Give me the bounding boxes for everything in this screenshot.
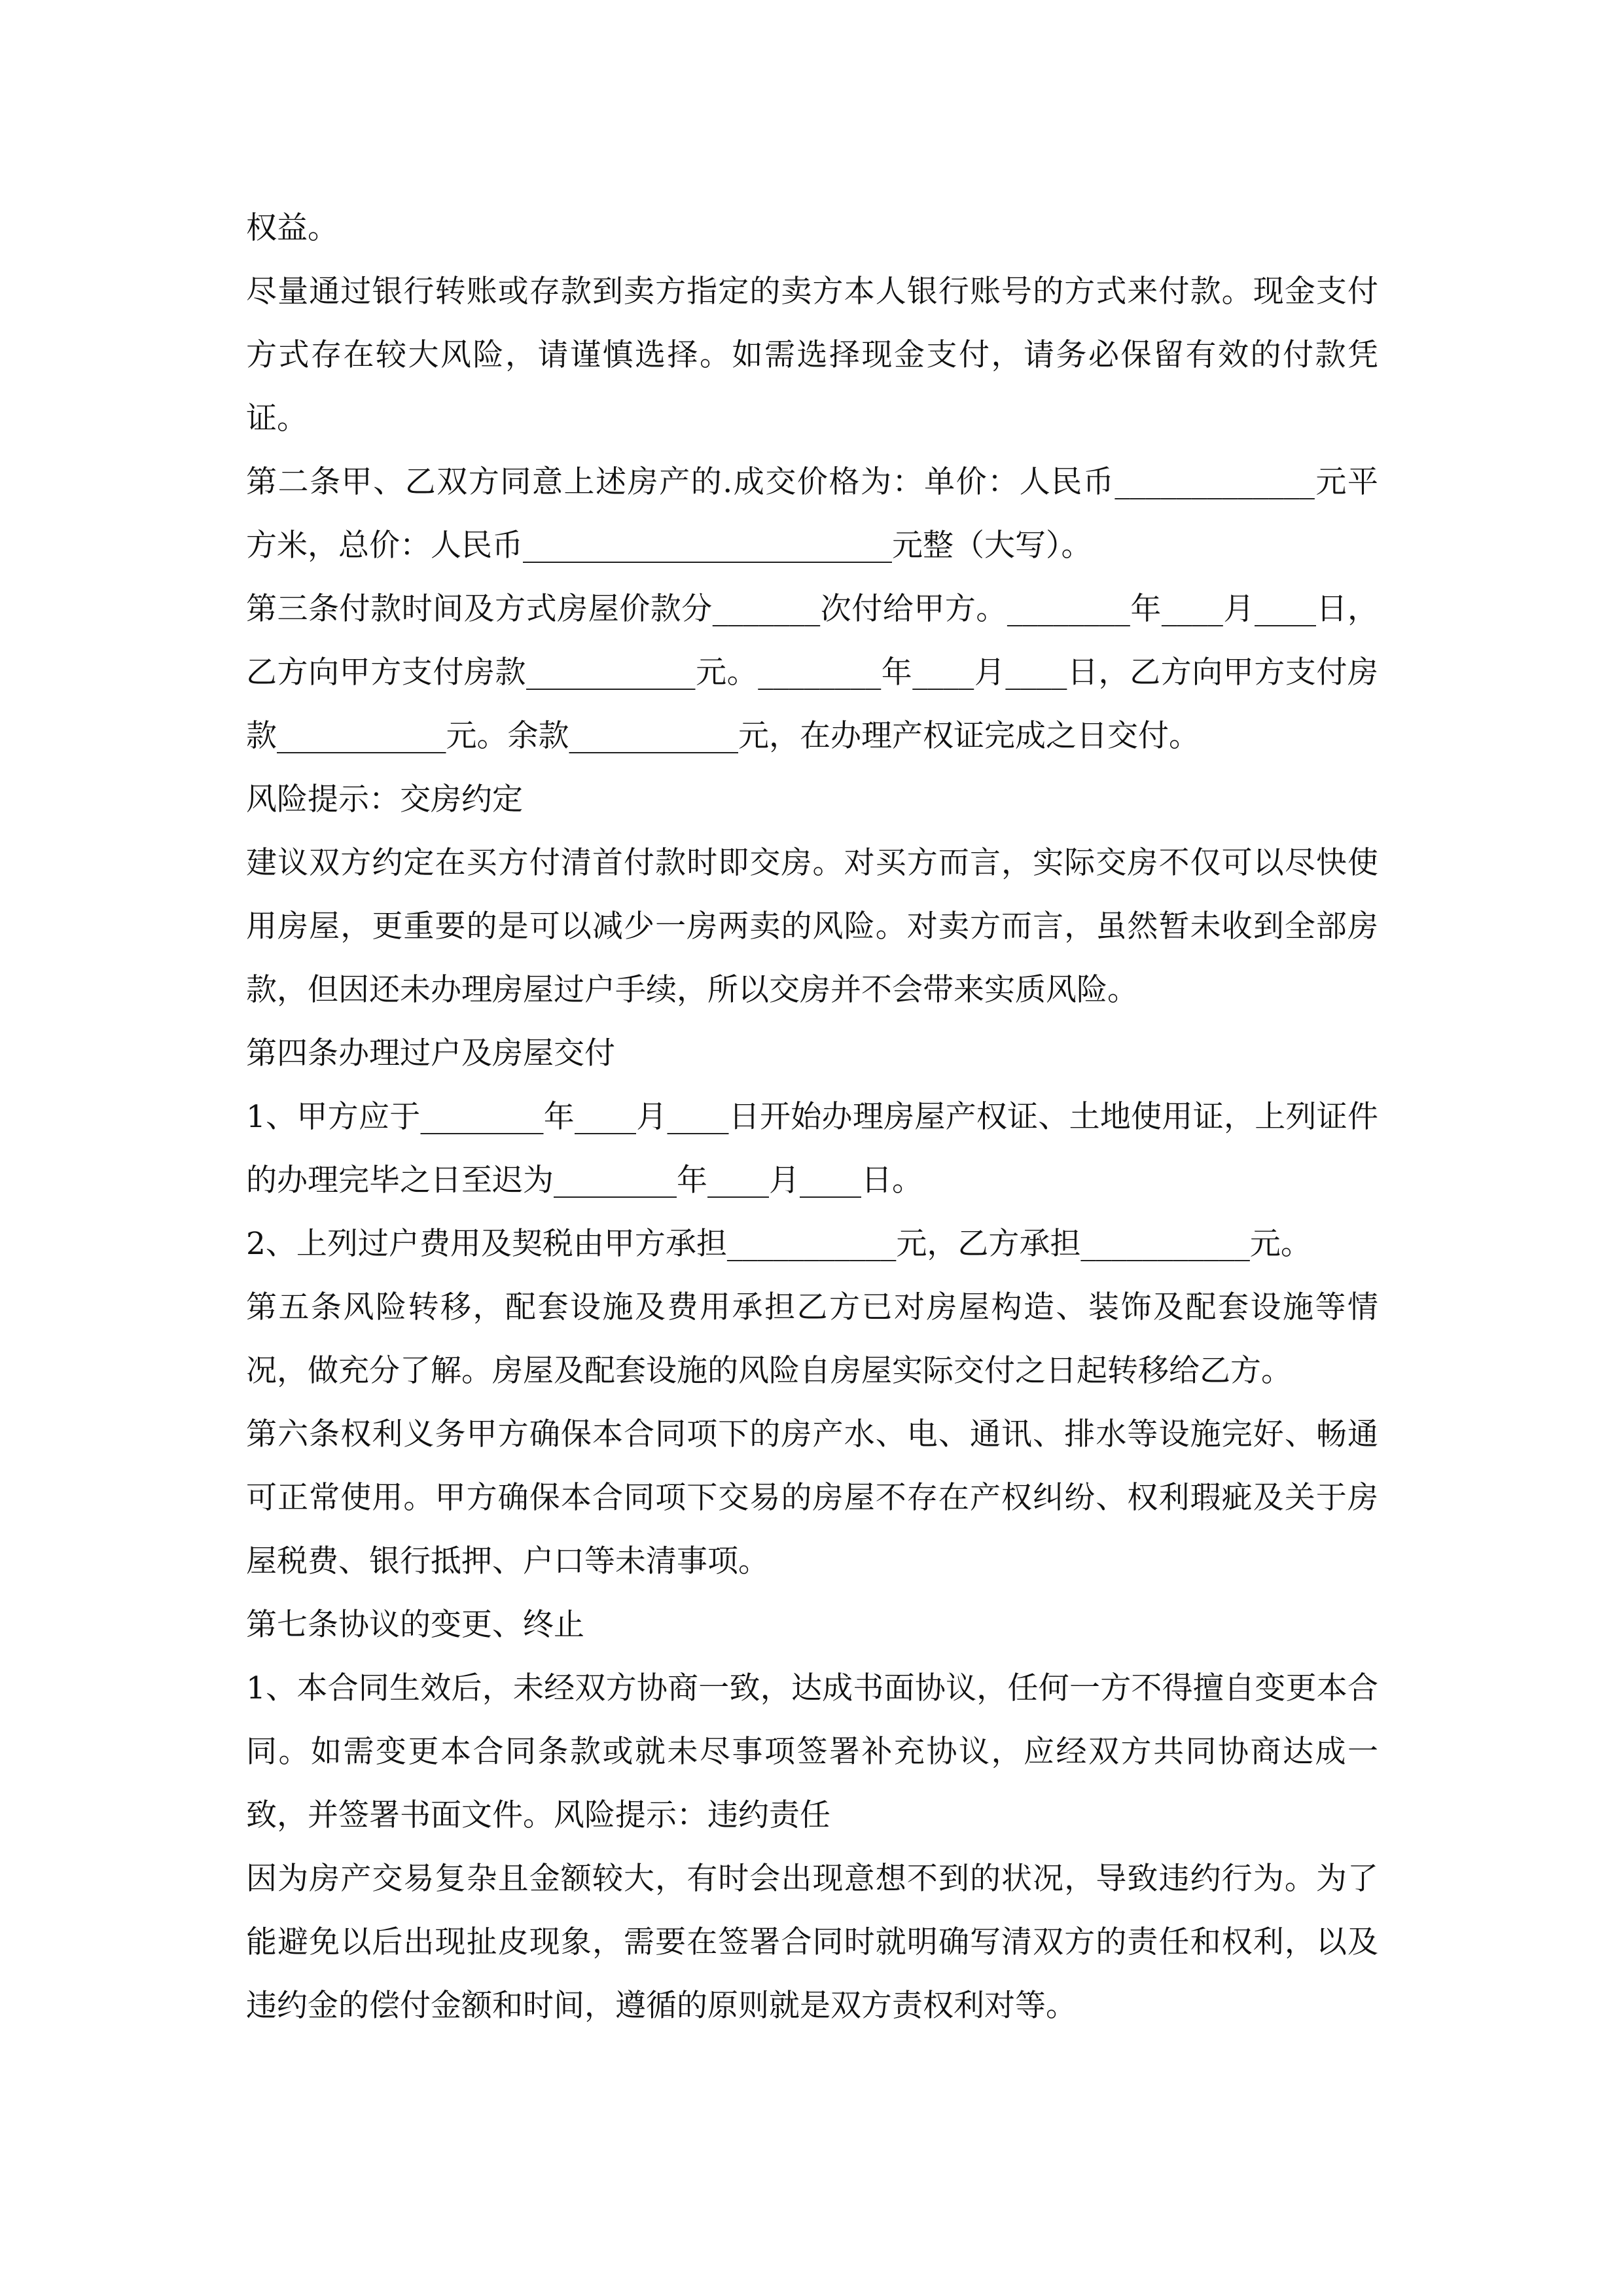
document-body (246, 196, 1378, 2037)
paragraph-article-5-risk-transfer: 第五条风险转移，配套设施及费用承担乙方已对房屋构造、装饰及配套设施等情况，做充分了解。房屋及配套设施的风险自房屋实际交付之日起转移给乙方。 (246, 1289, 1378, 1389)
paragraph-article-7-item-1: 1、本合同生效后，未经双方协商一致，达成书面协议，任何一方不得擅自变更本合同。如需变更本合同条款或就未尽事项签署补充协议，应经双方共同协商达成一致，并签署书面文件。风险提示：违约责任 (246, 1670, 1378, 1833)
paragraph-rights-ending: 权益。 (246, 210, 338, 246)
paragraph-article-2-price: 第二条甲、乙双方同意上述房产的.成交价格为：单价：人民币_____________元平方米，总价：人民币________________________元整（大写）。 (246, 464, 1378, 564)
paragraph-article-3-payment: 第三条付款时间及方式房屋价款分_______次付给甲方。________年____月____日，乙方向甲方支付房款___________元。________年____月____日，乙方向甲方支付房款___________元。余款___________元，在办理产权证完成之日交付。 (246, 591, 1378, 754)
paragraph-article-4-item-2: 2、上列过户费用及契税由甲方承担___________元，乙方承担___________元。 (246, 1226, 1311, 1262)
heading-article-4-transfer: 第四条办理过户及房屋交付 (246, 1035, 615, 1071)
paragraph-article-6-rights: 第六条权利义务甲方确保本合同项下的房产水、电、通讯、排水等设施完好、畅通可正常使用。甲方确保本合同项下交易的房屋不存在产权纠纷、权利瑕疵及关于房屋税费、银行抵押、户口等未清事项。 (246, 1416, 1378, 1579)
paragraph-payment-advice: 尽量通过银行转账或存款到卖方指定的卖方本人银行账号的方式来付款。现金支付方式存在较大风险，请谨慎选择。如需选择现金支付，请务必保留有效的付款凭证。 (246, 274, 1378, 437)
heading-risk-handover: 风险提示：交房约定 (246, 781, 523, 817)
paragraph-breach-advice: 因为房产交易复杂且金额较大，有时会出现意想不到的状况，导致违约行为。为了能避免以后出现扯皮现象，需要在签署合同时就明确写清双方的责任和权利，以及违约金的偿付金额和时间，遵循的原则就是双方责权利对等。 (246, 1861, 1378, 2024)
paragraph-article-4-item-1: 1、甲方应于________年____月____日开始办理房屋产权证、土地使用证，上列证件的办理完毕之日至迟为________年____月____日。 (246, 1099, 1378, 1198)
heading-article-7-changes: 第七条协议的变更、终止 (246, 1607, 584, 1643)
paragraph-handover-advice: 建议双方约定在买方付清首付款时即交房。对买方而言，实际交房不仅可以尽快使用房屋，更重要的是可以减少一房两卖的风险。对卖方而言，虽然暂未收到全部房款，但因还未办理房屋过户手续，所以交房并不会带来实质风险。 (246, 845, 1378, 1008)
